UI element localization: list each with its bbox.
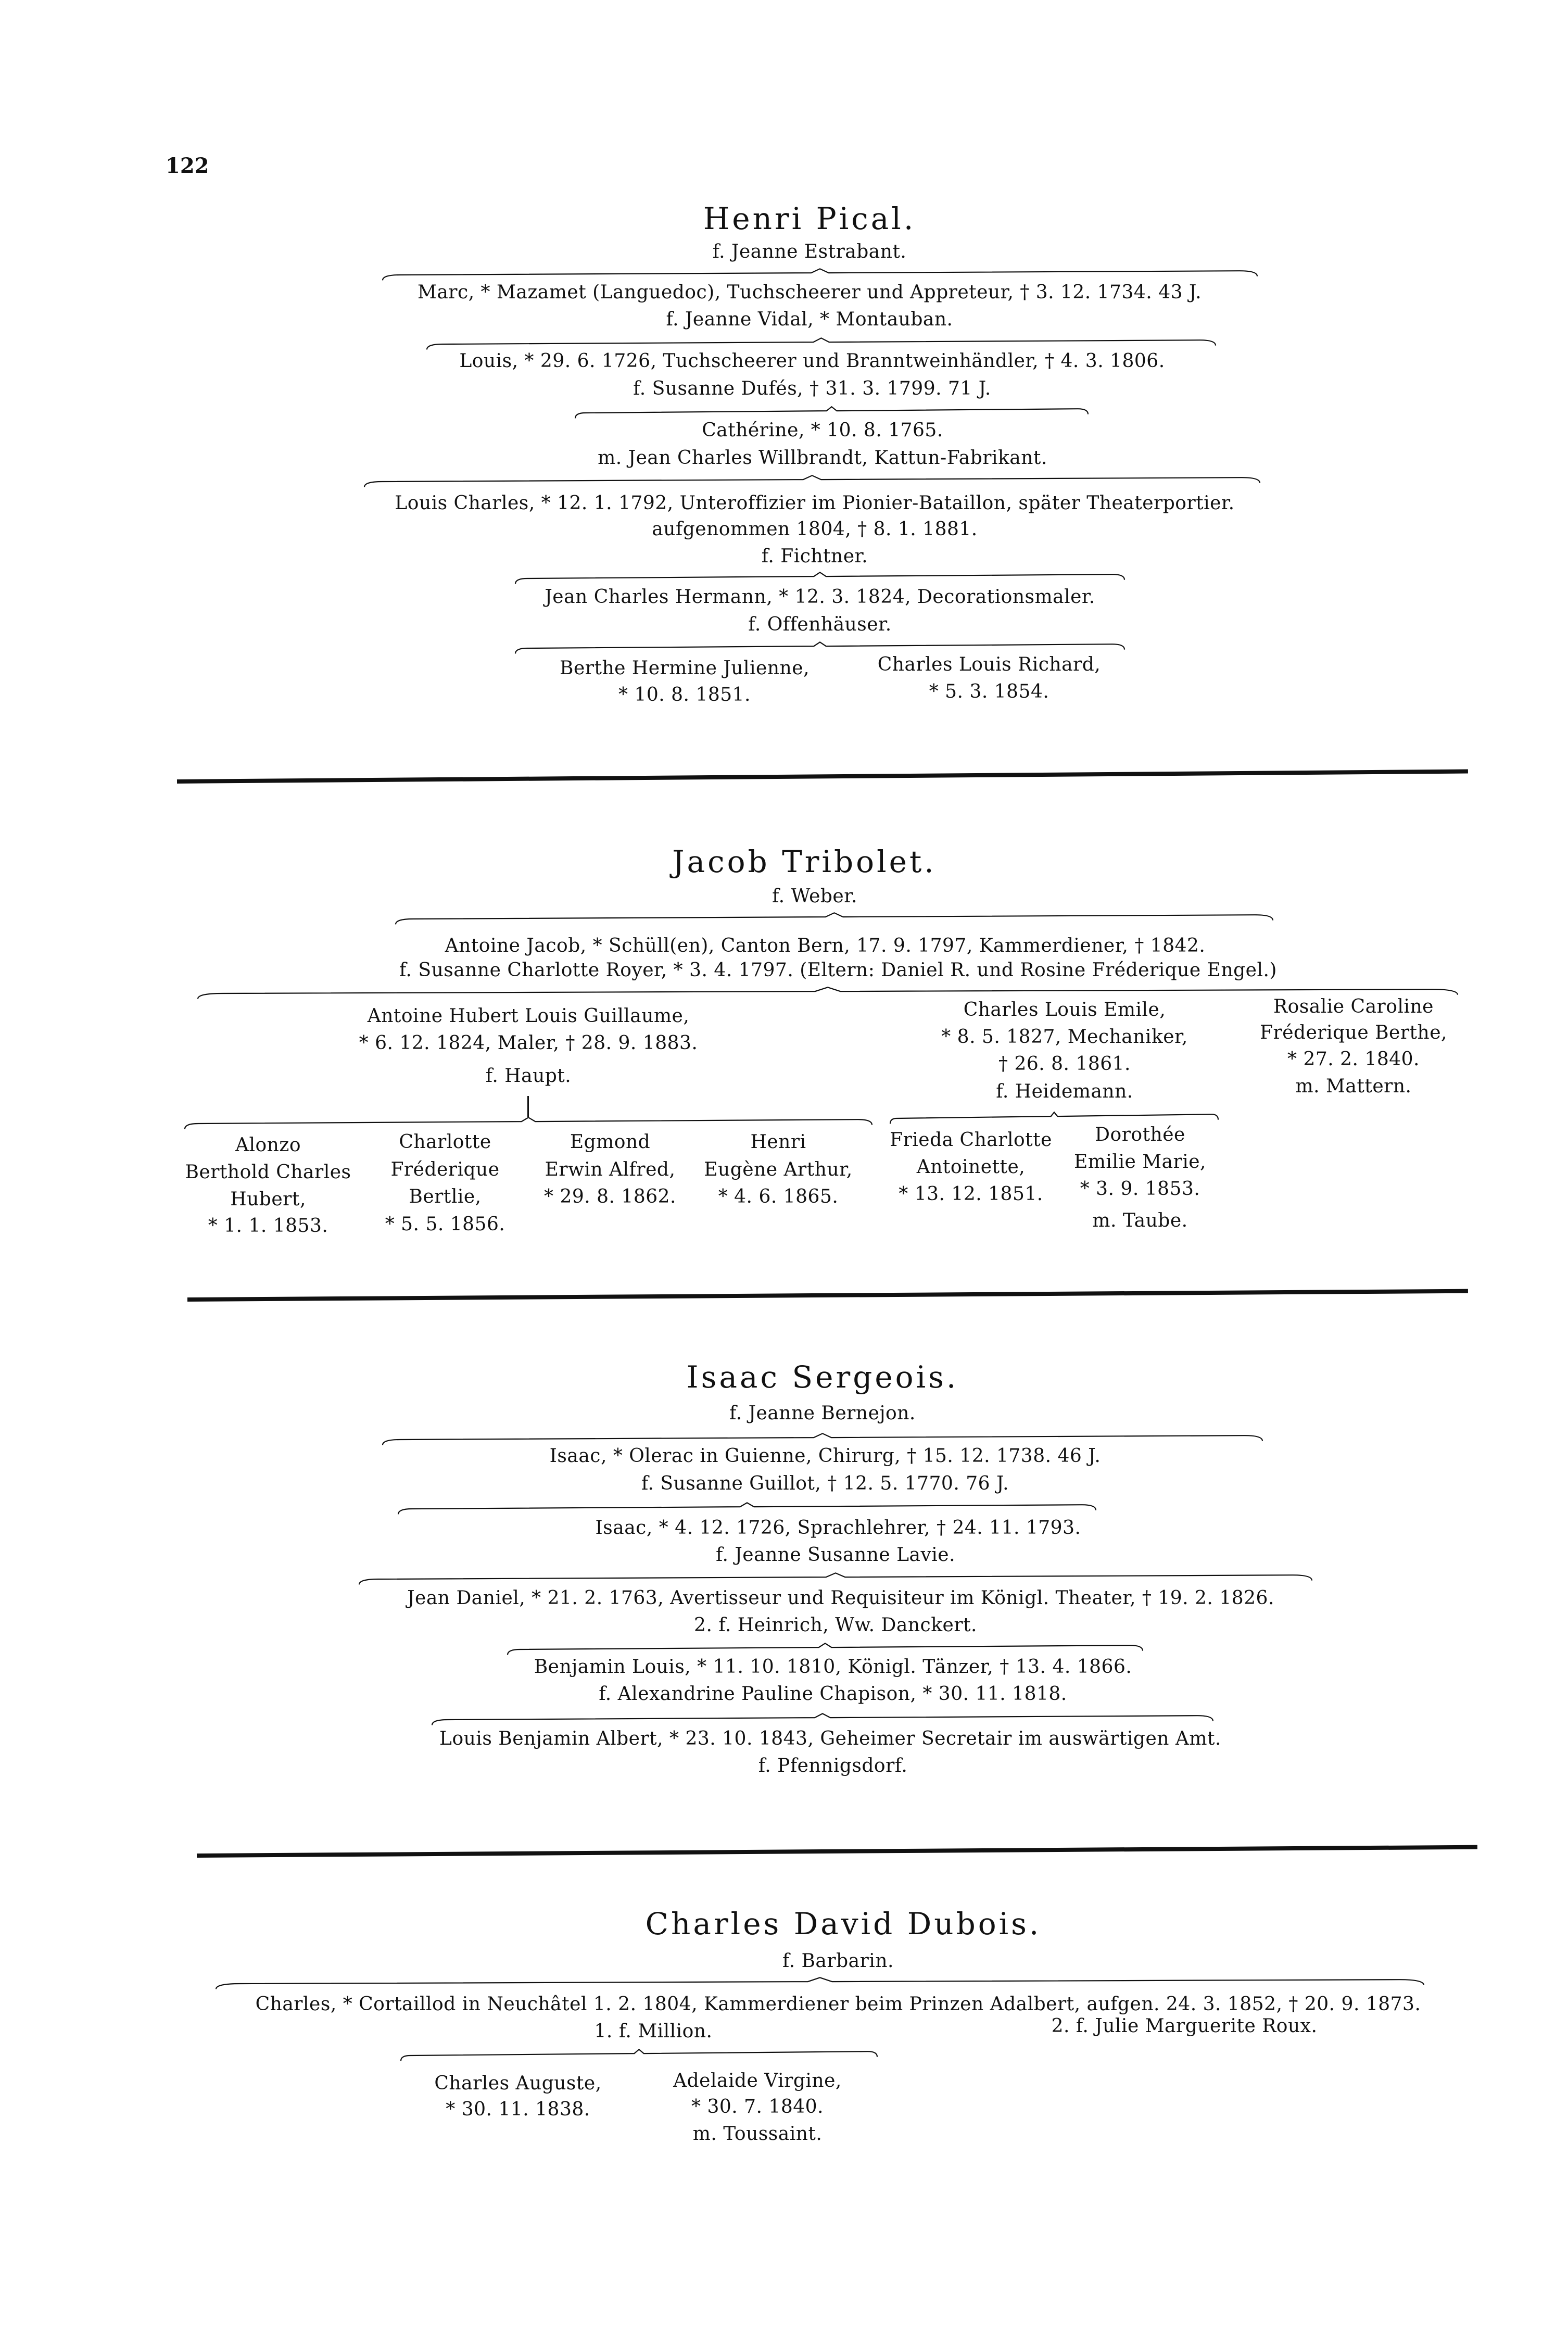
gen1-entry: Marc, * Mazamet (Languedoc), Tuchscheerer und Appreteur, † 3. 12. 1734. 43 J. [417, 282, 1202, 303]
child-spouse: m. Toussaint. [692, 2123, 823, 2145]
family-title: Charles David Dubois. [645, 1906, 1042, 1941]
gen4-entry: Louis Charles, * 12. 1. 1792, Unteroffizier im Pionier-Bataillon, später Theaterportier. [395, 493, 1235, 514]
gen5-entry: Louis Benjamin Albert, * 23. 10. 1843, Geheimer Secretair im auswärtigen Amt. [439, 1728, 1221, 1749]
grandchild-line: Erwin Alfred, [545, 1159, 676, 1180]
brace-connector [198, 987, 1458, 1000]
descent-line [527, 1096, 529, 1117]
gen1-wife-1: 1. f. Million. [594, 2021, 713, 2042]
grandchild-line: * 29. 8. 1862. [544, 1186, 676, 1207]
grandchild-line: Emilie Marie, [1074, 1151, 1206, 1172]
grandchild-line: Dorothée [1095, 1124, 1185, 1145]
grandchild-line: * 4. 6. 1865. [718, 1186, 839, 1207]
gen1-spouse: f. Susanne Guillot, † 12. 5. 1770. 76 J. [641, 1473, 1009, 1494]
gen6-child-name: Berthe Hermine Julienne, [560, 658, 810, 679]
gen5-spouse: f. Offenhäuser. [748, 614, 892, 635]
child-death: † 26. 8. 1861. [998, 1053, 1131, 1075]
founder-spouse: f. Barbarin. [782, 1950, 894, 1972]
gen6-child-date: * 10. 8. 1851. [618, 684, 751, 705]
brace-connector [383, 268, 1257, 282]
child-spouse: f. Heidemann. [996, 1081, 1133, 1102]
grandchild-line: Alonzo [235, 1134, 301, 1156]
grandchild-line: Frieda Charlotte [890, 1129, 1052, 1151]
gen3-spouse: m. Jean Charles Willbrandt, Kattun-Fabrikant. [598, 447, 1047, 469]
child-birth: * 30. 7. 1840. [691, 2096, 824, 2117]
brace-connector [216, 1977, 1424, 1990]
founder-spouse: f. Weber. [772, 886, 857, 907]
child-name: Antoine Hubert Louis Guillaume, [367, 1005, 690, 1027]
grandchild-line: Eugène Arthur, [704, 1159, 853, 1180]
gen4-spouse: f. Alexandrine Pauline Chapison, * 30. 11. 1818. [599, 1683, 1067, 1705]
gen2-entry: Louis, * 29. 6. 1726, Tuchscheerer und Branntweinhändler, † 4. 3. 1806. [459, 350, 1165, 372]
brace-connector [432, 1713, 1213, 1726]
brace-connector [359, 1572, 1312, 1586]
grandchild-line: Fréderique [390, 1159, 500, 1180]
grandchild-line: m. Taube. [1092, 1210, 1188, 1231]
grandchild-line: Charlotte [399, 1131, 491, 1153]
page-number: 122 [166, 154, 209, 178]
grandchild-line: Hubert, [230, 1189, 306, 1210]
gen4-spouse: f. Fichtner. [761, 546, 868, 567]
child-details: * 6. 12. 1824, Maler, † 28. 9. 1883. [359, 1032, 698, 1054]
gen1-entry: Charles, * Cortaillod in Neuchâtel 1. 2. 1804, Kammerdiener beim Prinzen Adalbert, aufgen. 24. 3. 1852, † 20. 9. 1873. [255, 1994, 1421, 2015]
grandchild-line: * 5. 5. 1856. [385, 1214, 505, 1235]
child-name: Charles Louis Emile, [963, 999, 1166, 1020]
grandchild-line: * 3. 9. 1853. [1080, 1178, 1200, 1200]
gen4-note: aufgenommen 1804, † 8. 1. 1881. [652, 519, 978, 540]
gen6-child-name: Charles Louis Richard, [877, 654, 1101, 675]
brace-connector [185, 1117, 872, 1130]
brace-connector [575, 406, 1088, 420]
grandchild-line: * 1. 1. 1853. [208, 1215, 328, 1237]
child-spouse: m. Mattern. [1295, 1076, 1412, 1097]
founder-spouse: f. Jeanne Estrabant. [712, 241, 907, 262]
gen1-entry: Antoine Jacob, * Schüll(en), Canton Bern, 17. 9. 1797, Kammerdiener, † 1842. [445, 935, 1206, 956]
brace-connector [515, 572, 1124, 585]
child-name: Rosalie Caroline [1273, 996, 1434, 1017]
child-details: * 8. 5. 1827, Mechaniker, [941, 1026, 1188, 1048]
grandchild-line: Antoinette, [916, 1156, 1026, 1178]
gen1-spouse: f. Susanne Charlotte Royer, * 3. 4. 1797. (Eltern: Daniel R. und Rosine Fréderique Engel.) [399, 960, 1277, 981]
child-details: Fréderique Berthe, [1260, 1022, 1447, 1043]
child-birth: * 30. 11. 1838. [446, 2099, 590, 2120]
gen1-spouse: f. Jeanne Vidal, * Montauban. [666, 309, 953, 330]
brace-connector [398, 1502, 1096, 1516]
brace-connector [427, 337, 1216, 351]
gen2-spouse: f. Susanne Dufés, † 31. 3. 1799. 71 J. [633, 378, 991, 399]
family-title: Henri Pical. [703, 201, 916, 236]
child-name: Charles Auguste, [434, 2073, 602, 2094]
brace-connector [396, 912, 1273, 926]
grandchild-line: * 13. 12. 1851. [899, 1183, 1043, 1205]
grandchild-line: Egmond [570, 1131, 651, 1153]
section-divider [197, 1845, 1477, 1858]
child-birth: * 27. 2. 1840. [1287, 1049, 1420, 1070]
gen1-entry: Isaac, * Olerac in Guienne, Chirurg, † 15. 12. 1738. 46 J. [549, 1445, 1101, 1467]
gen3-entry: Jean Daniel, * 21. 2. 1763, Avertisseur und Requisiteur im Königl. Theater, † 19. 2. 1826. [407, 1587, 1274, 1609]
child-name: Adelaide Virgine, [673, 2070, 842, 2091]
gen5-entry: Jean Charles Hermann, * 12. 3. 1824, Decorationsmaler. [545, 586, 1095, 608]
brace-connector [364, 475, 1260, 488]
gen1-wife-2: 2. f. Julie Marguerite Roux. [1051, 2015, 1318, 2037]
gen5-spouse: f. Pfennigsdorf. [758, 1755, 908, 1776]
grandchild-line: Henri [750, 1131, 806, 1153]
brace-connector [401, 2049, 877, 2062]
family-title: Jacob Tribolet. [672, 844, 937, 879]
section-divider [187, 1289, 1468, 1302]
gen2-spouse: f. Jeanne Susanne Lavie. [715, 1544, 956, 1566]
founder-spouse: f. Jeanne Bernejon. [729, 1403, 916, 1424]
brace-connector [508, 1643, 1143, 1656]
family-title: Isaac Sergeois. [686, 1359, 959, 1395]
gen3-spouse: 2. f. Heinrich, Ww. Danckert. [694, 1615, 977, 1636]
grandchild-line: Berthold Charles [185, 1162, 351, 1183]
grandchild-line: Bertlie, [409, 1186, 482, 1207]
section-divider [177, 770, 1468, 784]
gen6-child-date: * 5. 3. 1854. [929, 681, 1049, 702]
gen3-entry: Cathérine, * 10. 8. 1765. [702, 420, 943, 441]
gen4-entry: Benjamin Louis, * 11. 10. 1810, Königl. Tänzer, † 13. 4. 1866. [534, 1656, 1132, 1678]
gen2-entry: Isaac, * 4. 12. 1726, Sprachlehrer, † 24. 11. 1793. [595, 1517, 1081, 1539]
child-spouse: f. Haupt. [485, 1065, 572, 1087]
